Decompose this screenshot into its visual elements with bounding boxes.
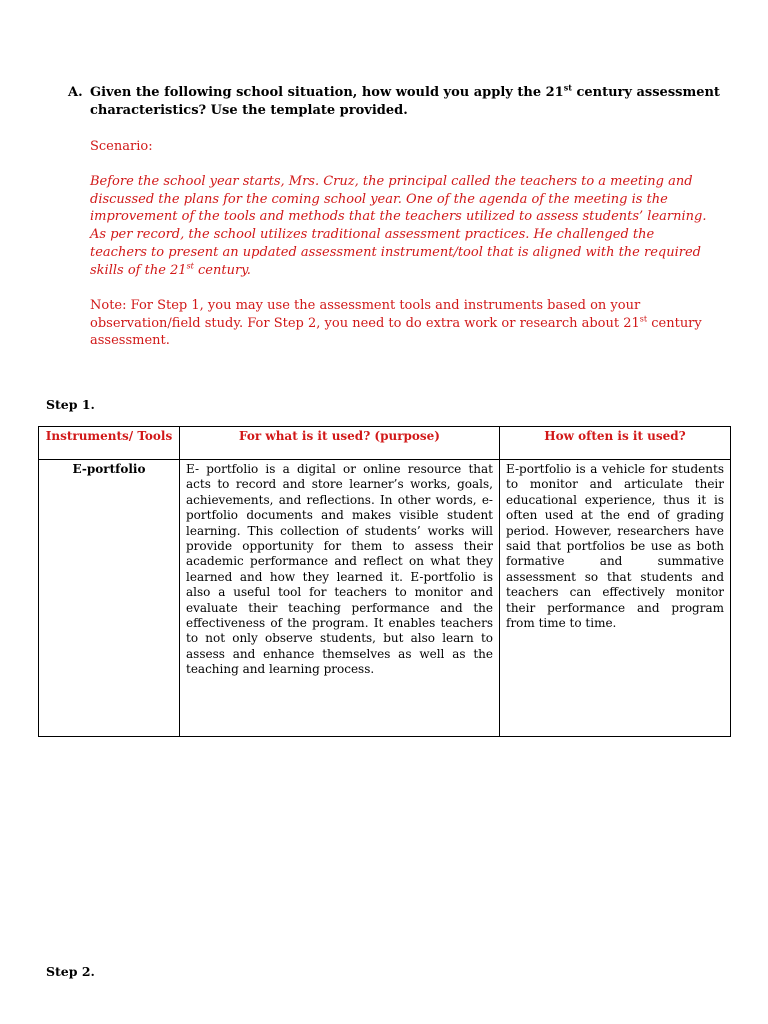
header-purpose: For what is it used? (purpose) (180, 427, 500, 460)
question-line (68, 84, 728, 120)
question-text-before: Given the following school situation, how would you apply the 21 (90, 85, 564, 100)
scenario-text-after: century. (193, 262, 251, 278)
note-text-before: Note: For Step 1, you may use the assessment tools and instruments based on your observation/field study. For Step 2, you need to do extra work or research about 21 (90, 298, 641, 331)
step-1-label: Step 1. (46, 397, 95, 412)
question-marker: A. (68, 85, 83, 100)
table-header-row (39, 427, 731, 460)
header-instruments-tools: Instruments/ Tools (39, 427, 180, 460)
scenario-text (90, 173, 712, 279)
assessment-table (38, 426, 731, 737)
note-superscript: st (639, 314, 648, 324)
table-row (39, 460, 731, 737)
scenario-label: Scenario: (90, 139, 153, 154)
cell-frequency: E-portfolio is a vehicle for students to monitor and articulate their educational experience, thus it is often used at the end of grading period. However, researchers have said that portfolios be use as both formative and summative assessment so that students and teachers can effectively monitor their performance and program from time to time. (500, 460, 731, 737)
step-2-label: Step 2. (46, 964, 95, 979)
header-frequency: How often is it used? (500, 427, 731, 460)
question-block (68, 84, 728, 120)
note-text (90, 297, 718, 350)
question-superscript: st (563, 82, 572, 93)
cell-tool: E-portfolio (39, 460, 180, 737)
note-text-after: century assessment. (90, 315, 702, 349)
scenario-superscript: st (186, 261, 194, 271)
cell-purpose: E- portfolio is a digital or online resource that acts to record and store learner’s works, goals, achievements, and reflections. In other words, e-portfolio documents and makes visible student learning. This collection of students’ works will provide opportunity for them to assess their academic performance and reflect on what they learned and how they learned it. E-portfolio is also a useful tool for teachers to monitor and evaluate their teaching performance and the effectiveness of the program. It enables teachers to not only observe students, but also learn to assess and enhance themselves as well as the teaching and learning process. (180, 460, 500, 737)
question-text-after: century assessment characteristics? Use the template provided. (90, 85, 720, 118)
scenario-text-before: Before the school year starts, Mrs. Cruz, the principal called the teachers to a meeting and discussed the plans for the coming school year. One of the agenda of the meeting is the improvement of the tools and methods that the teachers utilized to assess students’ learning. As per record, the school utilizes traditional assessment practices. He challenged the teachers to present an updated assessment instrument/tool that is aligned with the required skills of the 21 (90, 174, 707, 278)
question-text (90, 84, 728, 120)
